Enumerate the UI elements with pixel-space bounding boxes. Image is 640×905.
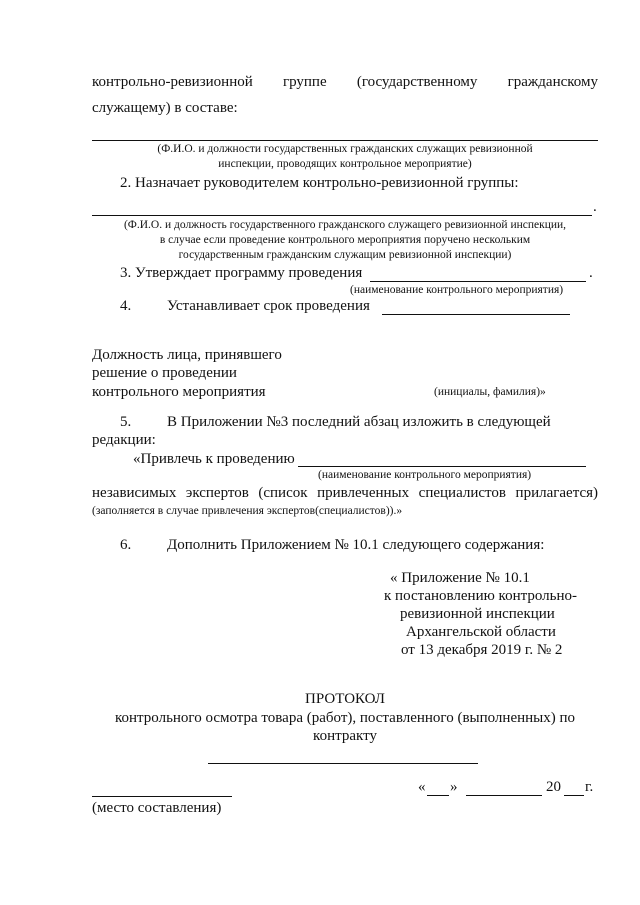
item-6-text: Дополнить Приложением № 10.1 следующего содержания: [167,537,545,553]
deadline-blank-line [382,314,570,315]
item-3-text: 3. Утверждает программу проведения [120,265,363,281]
date-day-blank [427,795,449,796]
inspectors-blank-line [92,140,598,141]
protocol-subtitle-line-2: контракту [313,728,377,744]
paragraph-1-line-1: контрольно-ревизионной группе (государственному гражданскому [92,74,598,90]
paragraph-1-line-2: служащему) в составе: [92,100,238,116]
inspectors-note-line-2: инспекции, проводящих контрольное мероприятие) [218,158,472,170]
event-name-note: (наименование контрольного мероприятия) [318,469,532,481]
sign-initials-note: (инициалы, фамилия)» [434,386,546,398]
item-5-quote: «Привлечь к проведению [133,451,295,467]
item-6-number: 6. [120,537,132,553]
head-note-line-1: (Ф.И.О. и должность государственного гражданского служащего ревизионной инспекции, [123,219,567,231]
date-month-blank [466,795,542,796]
head-blank-line [92,215,592,216]
appendix-line-1: « Приложение № 10.1 [390,570,530,586]
appendix-line-4: Архангельской области [406,624,556,640]
head-line-dot: . [593,199,597,215]
head-note-line-3: государственным гражданским служащим ревизионной инспекции) [178,249,512,261]
protocol-title: ПРОТОКОЛ [305,691,385,707]
inspectors-note-line-1: (Ф.И.О. и должности государственных гражданских служащих ревизионной [157,143,533,155]
experts-text: независимых экспертов (список привлеченных специалистов прилагается) [92,485,598,501]
appendix-line-2: к постановлению контрольно- [384,588,578,604]
date-year-suffix: г. [585,779,594,795]
contract-blank-line [208,763,478,764]
program-blank-line [370,281,586,282]
item-4-number: 4. [120,298,132,314]
date-open-quote: « [418,779,426,795]
protocol-subtitle-line-1: контрольного осмотра товара (работ), поставленного (выполненных) по [114,710,576,726]
item-5-text: В Приложении №3 последний абзац изложить в следующей [167,414,551,430]
place-note: (место составления) [92,800,222,816]
item-5-continuation: редакции: [92,432,156,448]
place-blank-line [92,796,232,797]
item-5-number: 5. [120,414,132,430]
sign-position-line-2: решение о проведении [92,365,237,381]
date-year-prefix: 20 [546,779,561,795]
date-close-quote: » [450,779,458,795]
program-note: (наименование контрольного мероприятия) [350,284,564,296]
head-note-line-2: в случае если проведение контрольного мероприятия поручено нескольким [159,234,531,246]
event-name-blank-line [298,466,586,467]
item-2-text: 2. Назначает руководителем контрольно-ревизионной группы: [120,175,519,191]
sign-position-line-3: контрольного мероприятия [92,384,266,400]
sign-position-line-1: Должность лица, принявшего [92,347,282,363]
appendix-line-3: ревизионной инспекции [400,606,555,622]
item-4-text: Устанавливает срок проведения [167,298,370,314]
date-year-blank [564,795,584,796]
program-line-dot: . [589,265,593,281]
appendix-line-5: от 13 декабря 2019 г. № 2 [401,642,563,658]
experts-note: (заполняется в случае привлечения экспертов(специалистов)).» [92,505,403,517]
